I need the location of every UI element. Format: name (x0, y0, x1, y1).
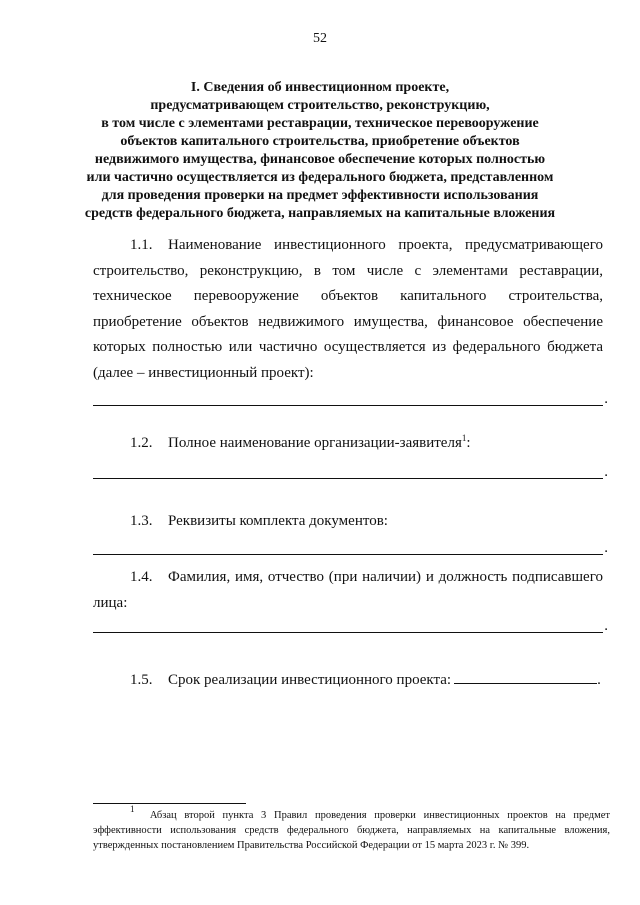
title-line: в том числе с элементами реставрации, техническое перевооружение (101, 116, 539, 131)
item-1-1 (93, 233, 603, 387)
title-line: I. Сведения об инвестиционном проекте, (190, 80, 450, 95)
title-line: или частично осуществляется из федерального бюджета, представленном (86, 170, 554, 185)
section-title (60, 79, 580, 223)
line-end-period: . (604, 464, 608, 480)
line-end-period: . (604, 391, 608, 407)
line-end-period: . (604, 540, 608, 556)
title-line: недвижимого имущества, финансовое обеспечение которых полностью (94, 152, 546, 167)
item-1-3-answer-line[interactable] (93, 540, 608, 556)
item-1-5-answer-blank[interactable] (454, 670, 597, 684)
line-end-period: . (597, 672, 601, 688)
item-1-4-answer-line[interactable] (93, 618, 608, 634)
title-line: для проведения проверки на предмет эффективности использования (101, 188, 539, 203)
item-number: 1.4. (130, 569, 153, 585)
title-line: средств федерального бюджета, направляемых на капитальные вложения (84, 206, 556, 221)
item-1-1-line: приобретение объектов недвижимого имущества, финансовое обеспечение (93, 313, 603, 330)
item-1-1-text: Наименование инвестиционного проекта, предусматривающего (168, 237, 603, 253)
line-end-period: . (604, 618, 608, 634)
item-1-2-text: Полное наименование организации-заявителя (168, 435, 462, 451)
item-1-2 (93, 431, 603, 457)
item-1-2-answer-line[interactable] (93, 464, 608, 480)
footnote (93, 804, 610, 853)
item-1-3-text: Реквизиты комплекта документов: (168, 513, 388, 529)
item-1-4-line: лица: (93, 594, 128, 611)
item-number: 1.1. (130, 237, 153, 253)
item-1-4-text: Фамилия, имя, отчество (при наличии) и должность подписавшего (168, 569, 603, 585)
item-1-5 (93, 668, 603, 694)
item-1-3 (93, 509, 603, 535)
footnote-marker: 1 (130, 804, 135, 814)
footnote-ref[interactable]: 1 (461, 433, 467, 443)
item-number: 1.5. (130, 672, 153, 688)
footnote-line: эффективности использования средств федерального бюджета, направляемых на капитальные вложения, (93, 825, 610, 836)
item-1-1-line: которых полностью или частично осуществляется из федерального бюджета (93, 339, 603, 356)
item-1-3-line (93, 509, 603, 535)
footnote-text: Абзац второй пункта 3 Правил проведения проверки инвестиционных проектов на предмет (149, 810, 610, 821)
item-1-1-line: строительство, реконструкцию, в том числе с элементами реставрации, (93, 262, 603, 279)
item-1-1-line: техническое перевооружение объектов капитального строительства, (93, 288, 603, 305)
item-1-1-line-1 (93, 233, 603, 259)
footnote-line: утвержденных постановлением Правительства Российской Федерации от 15 марта 2023 г. № 399. (93, 840, 530, 851)
colon: : (466, 435, 471, 451)
item-number: 1.3. (130, 513, 153, 529)
item-1-4 (93, 565, 603, 616)
title-line: объектов капитального строительства, приобретение объектов (120, 134, 520, 149)
item-1-5-line (93, 668, 603, 694)
title-line: предусматривающем строительство, реконструкцию, (150, 98, 490, 113)
footnote-line-1 (93, 804, 610, 823)
item-1-2-line (93, 431, 603, 457)
item-1-5-text: Срок реализации инвестиционного проекта: (168, 672, 452, 688)
item-1-1-answer-line[interactable] (93, 391, 608, 407)
page-number: 52 (313, 31, 327, 46)
footnote-separator (93, 803, 246, 804)
item-1-4-line-1 (93, 565, 603, 591)
item-number: 1.2. (130, 435, 153, 451)
item-1-1-line: (далее – инвестиционный проект): (93, 364, 314, 381)
